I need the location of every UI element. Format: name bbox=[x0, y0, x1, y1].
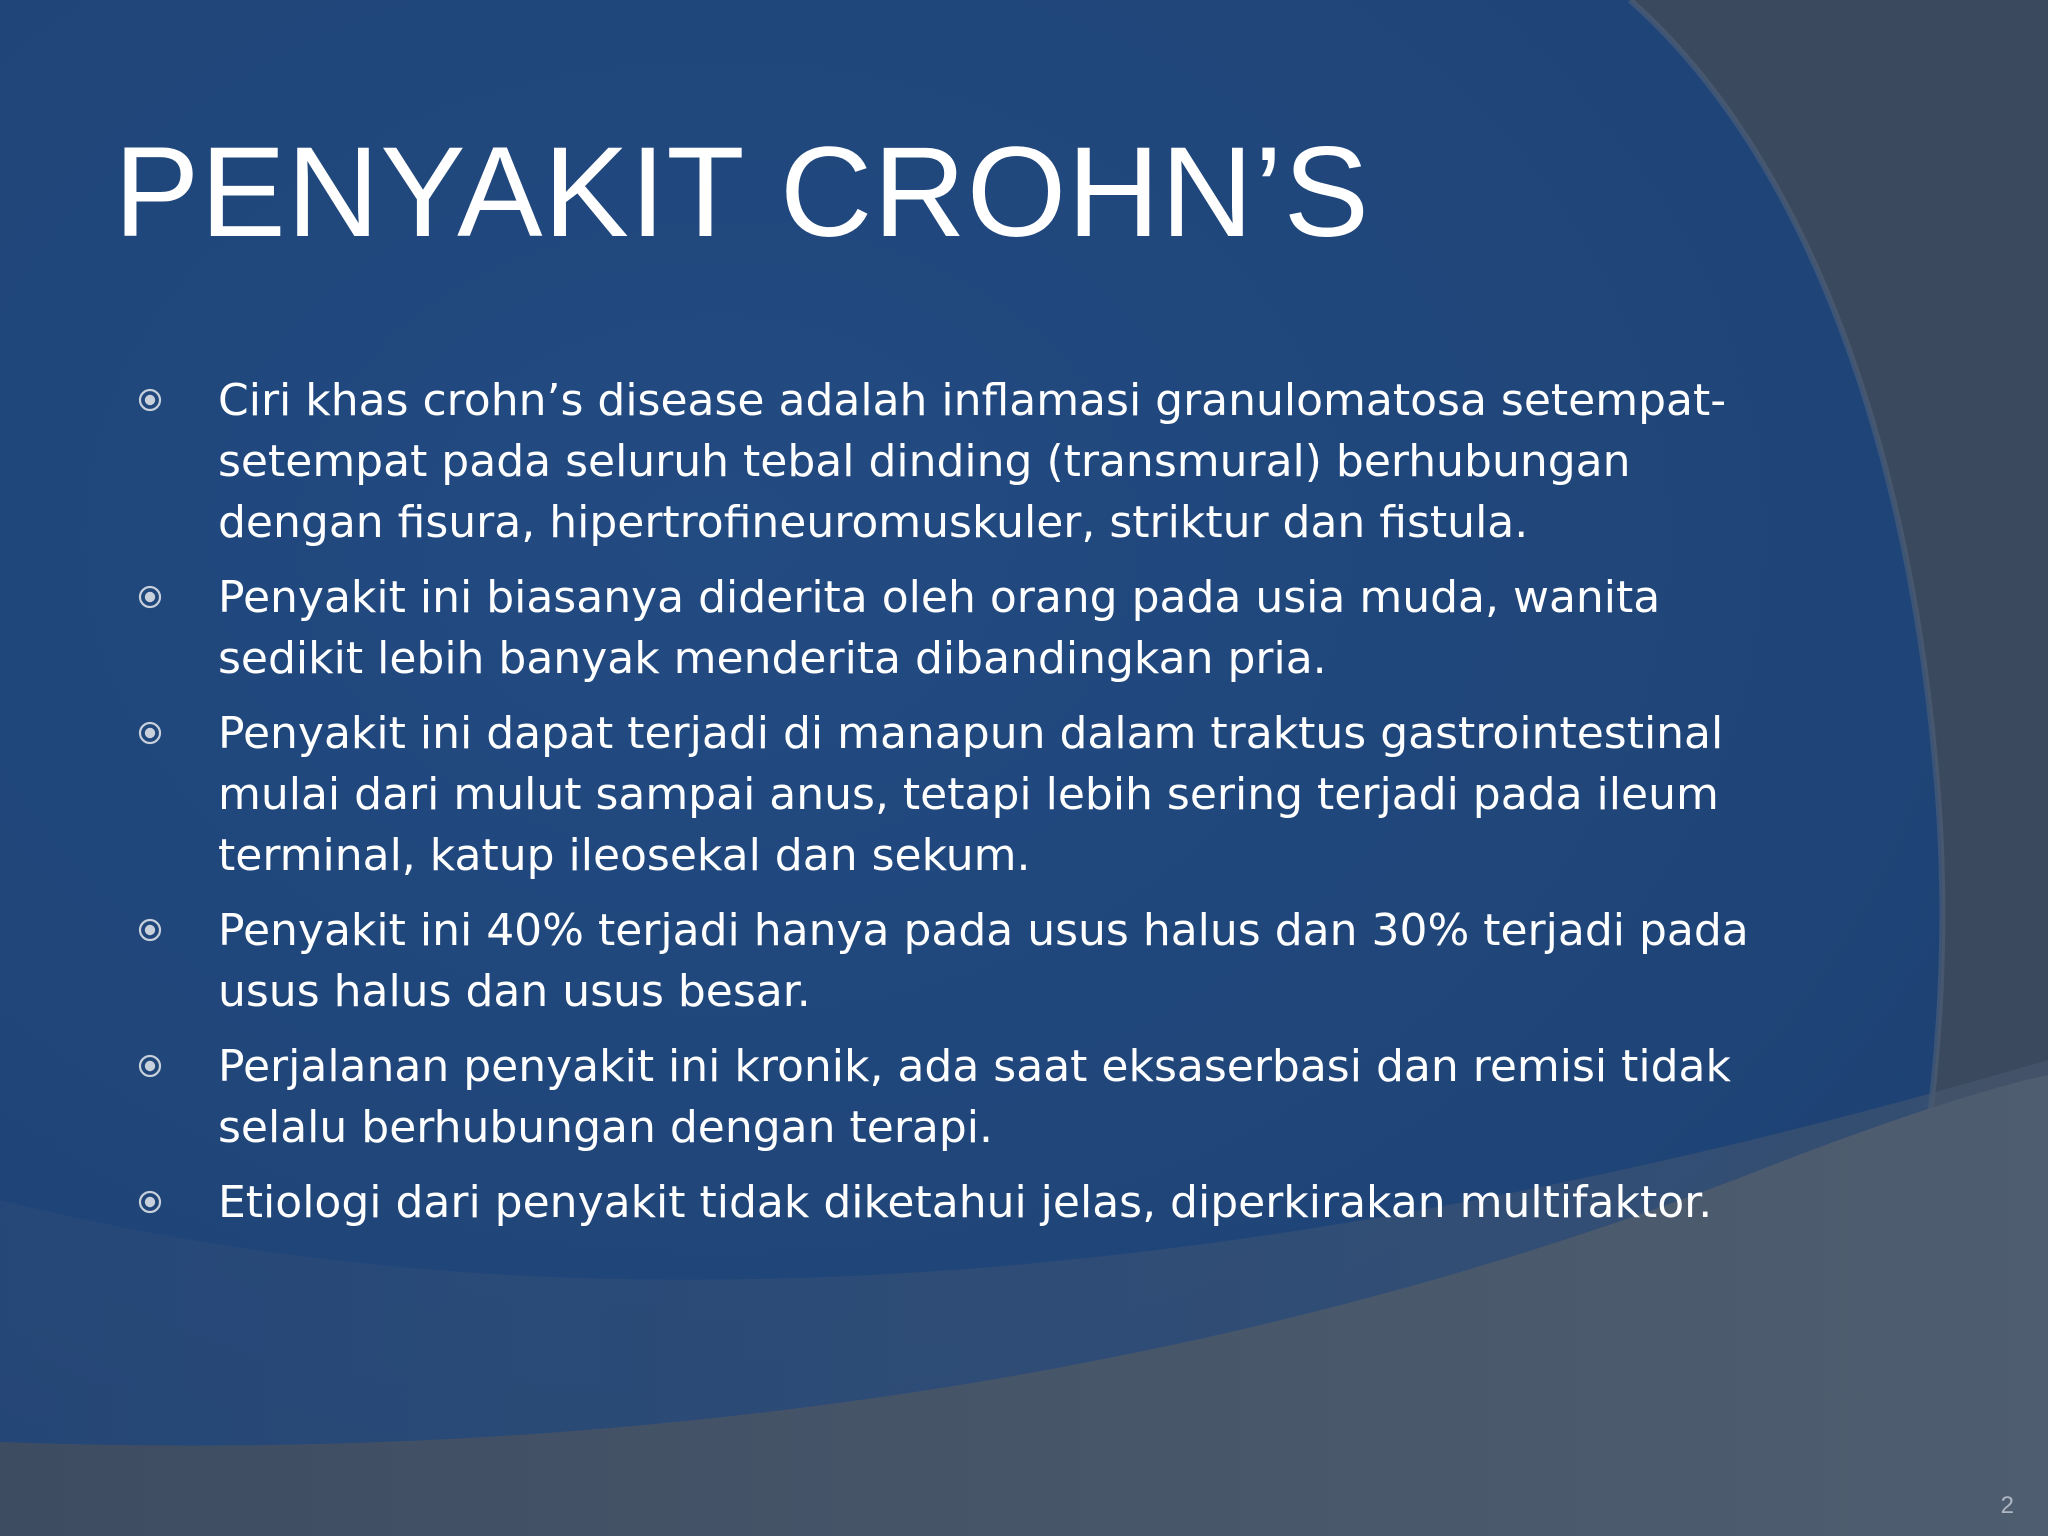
bullet-text: Penyakit ini 40% terjadi hanya pada usus halus dan 30% terjadi pada usus halus dan usus besar. bbox=[218, 905, 1749, 1017]
bullet-item bbox=[130, 567, 1770, 689]
slide-title: PENYAKIT CROHN’S bbox=[114, 121, 1370, 264]
bullet-item bbox=[130, 370, 1770, 553]
circled-dot-icon bbox=[138, 918, 162, 942]
bullet-item bbox=[130, 900, 1770, 1022]
bullet-text: Penyakit ini biasanya diderita oleh orang pada usia muda, wanita sedikit lebih banyak menderita dibandingkan pria. bbox=[218, 572, 1661, 684]
circled-dot-icon bbox=[138, 1054, 162, 1078]
slide-number: 2 bbox=[2000, 1492, 2014, 1519]
circled-dot-icon bbox=[138, 1190, 162, 1214]
bullet-item bbox=[130, 1036, 1770, 1158]
bullet-text: Etiologi dari penyakit tidak diketahui jelas, diperkirakan multifaktor. bbox=[218, 1177, 1713, 1228]
bullet-item bbox=[130, 1172, 1770, 1233]
bullet-list bbox=[130, 370, 1770, 1247]
circled-dot-icon bbox=[138, 585, 162, 609]
bullet-item bbox=[130, 703, 1770, 886]
bullet-text: Perjalanan penyakit ini kronik, ada saat eksaserbasi dan remisi tidak selalu berhubungan dengan terapi. bbox=[218, 1041, 1731, 1153]
bullet-text: Ciri khas crohn’s disease adalah inflamasi granulomatosa setempat-setempat pada seluruh tebal dinding (transmural) berhubungan dengan fisura, hipertrofineuromuskuler, striktur dan fistula. bbox=[218, 375, 1727, 548]
circled-dot-icon bbox=[138, 721, 162, 745]
circled-dot-icon bbox=[138, 388, 162, 412]
bullet-text: Penyakit ini dapat terjadi di manapun dalam traktus gastrointestinal mulai dari mulut sampai anus, tetapi lebih sering terjadi pada ileum terminal, katup ileosekal dan sekum. bbox=[218, 708, 1724, 881]
